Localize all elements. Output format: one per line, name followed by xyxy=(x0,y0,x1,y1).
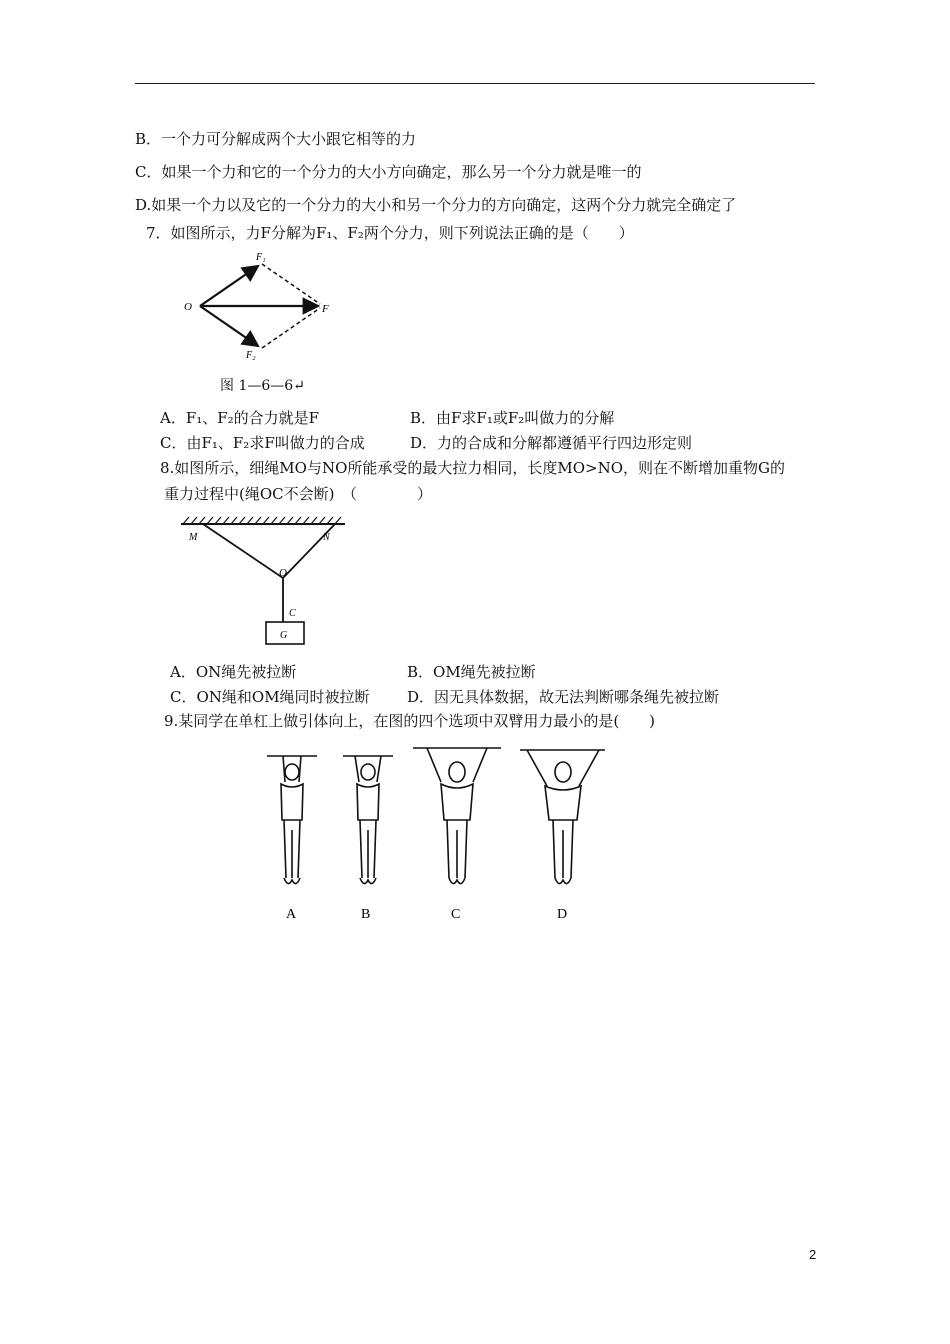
label-f2: F₂ xyxy=(246,350,256,361)
label-c: C xyxy=(289,608,296,619)
rope-weight-diagram xyxy=(175,512,355,650)
label-b: B xyxy=(361,907,371,922)
q8-option-a: A．ON绳先被拉断 xyxy=(170,663,297,681)
figure-d xyxy=(520,750,605,884)
force-parallelogram-diagram xyxy=(180,248,360,363)
ceiling-hatching xyxy=(183,517,341,524)
label-c: C xyxy=(451,907,461,922)
q7-option-d: D．力的合成和分解都遵循平行四边形定则 xyxy=(410,434,693,452)
prev-option-c: C．如果一个力和它的一个分力的大小方向确定，那么另一个分力就是唯一的 xyxy=(135,163,642,181)
q8-stem-line1: 8.如图所示，细绳MO与NO所能承受的最大拉力相同，长度MO>NO，则在不断增加重物G的 xyxy=(160,459,786,477)
q8-option-d: D．因无具体数据，故无法判断哪条绳先被拉断 xyxy=(407,688,720,706)
figure-b xyxy=(343,756,393,884)
prev-option-b: B．一个力可分解成两个大小跟它相等的力 xyxy=(135,130,417,148)
rope-mo xyxy=(203,524,283,578)
header-rule xyxy=(135,83,815,84)
label-o: O xyxy=(279,567,287,579)
label-g: G xyxy=(280,630,288,641)
label-f: F xyxy=(322,303,329,315)
q8-option-b: B．OM绳先被拉断 xyxy=(407,663,536,681)
prev-option-d: D.如果一个力以及它的一个分力的大小和另一个分力的方向确定，这两个分力就完全确定了 xyxy=(135,196,737,214)
figure-c xyxy=(413,748,501,884)
q7-option-b: B．由F求F₁或F₂叫做力的分解 xyxy=(410,409,615,427)
f2-vector xyxy=(200,306,258,346)
label-a: A xyxy=(286,907,297,922)
q7-stem: 7．如图所示，力F分解为F₁、F₂两个分力，则下列说法正确的是（ ） xyxy=(146,224,634,242)
label-f1: F₁ xyxy=(256,252,266,263)
label-d: D xyxy=(557,907,568,922)
label-m: M xyxy=(189,532,198,543)
figure-a xyxy=(267,756,317,884)
q8-option-c: C．ON绳和OM绳同时被拉断 xyxy=(170,688,370,706)
f1-vector xyxy=(200,266,258,306)
q8-stem-line2: 重力过程中(绳OC不会断) （ ） xyxy=(164,485,432,503)
q7-option-c: C．由F₁、F₂求F叫做力的合成 xyxy=(160,434,365,452)
dashed-side-top xyxy=(262,264,320,304)
dashed-side-bottom xyxy=(262,308,320,348)
q7-figure-caption: 图 1—6—6↵ xyxy=(220,378,305,394)
label-n: N xyxy=(323,532,330,543)
q7-option-a: A．F₁、F₂的合力就是F xyxy=(160,409,320,427)
label-o: O xyxy=(184,301,192,313)
q9-stem: 9.某同学在单杠上做引体向上，在图的四个选项中双臂用力最小的是( ) xyxy=(164,712,656,730)
page-number: 2 xyxy=(809,1247,817,1262)
pull-up-figures xyxy=(255,740,615,925)
